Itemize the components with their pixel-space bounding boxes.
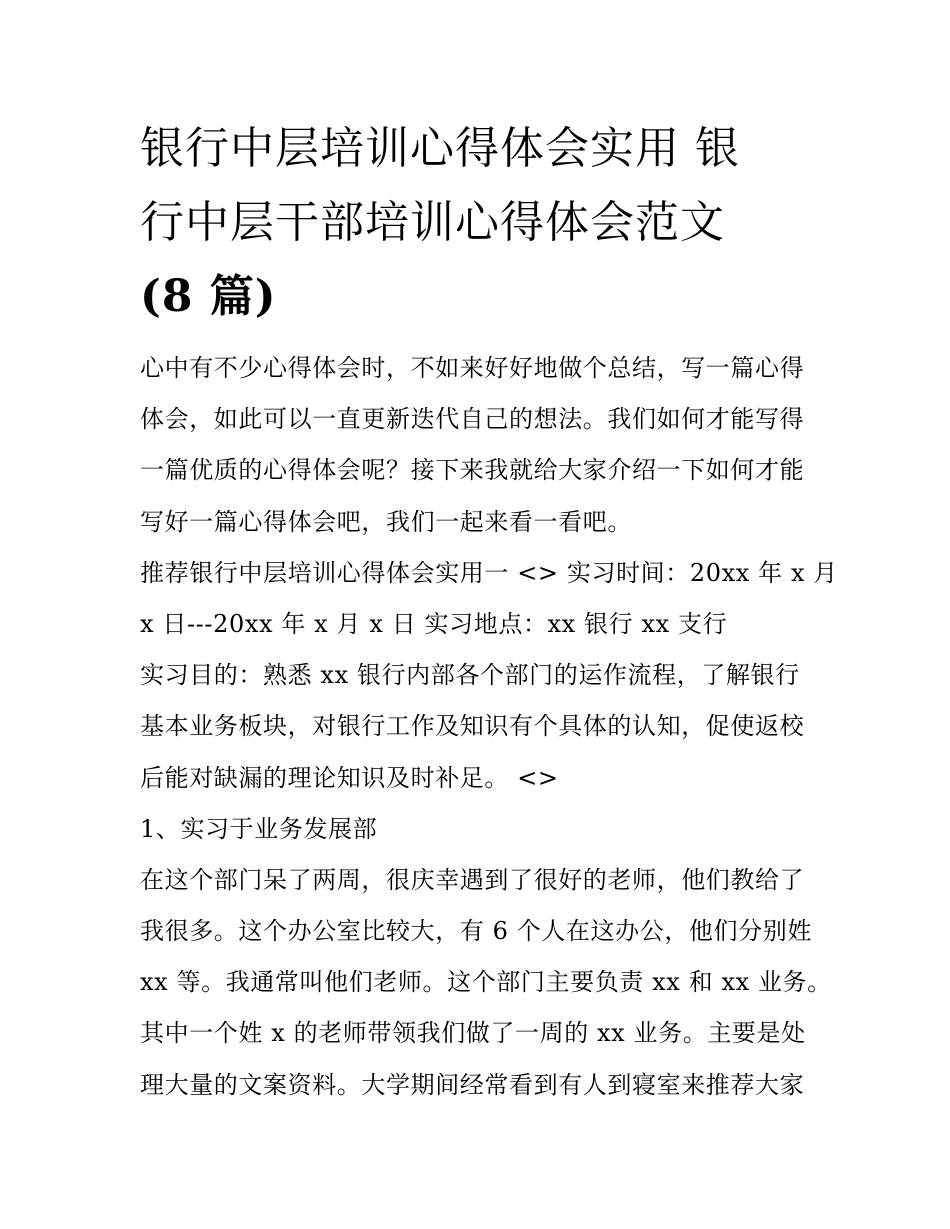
section-text-line: 其中一个姓 x 的老师带领我们做了一周的 xx 业务。主要是处 — [140, 1019, 806, 1048]
section-text-line: 我很多。这个办公室比较大，有 6 个人在这办公，他们分别姓 — [140, 917, 812, 946]
section-text-line: xx 等。我通常叫他们老师。这个部门主要负责 xx 和 xx 业务。 — [140, 968, 832, 997]
document-content — [140, 112, 838, 1111]
section-text-line: 理大量的文案资料。大学期间经常看到有人到寝室来推荐大家 — [140, 1070, 805, 1099]
intro-line: 心中有不少心得体会时，不如来好好地做个总结，写一篇心得 — [140, 354, 805, 382]
internship-goal-line: 实习目的：熟悉 xx 银行内部各个部门的运作流程，了解银行 — [140, 661, 800, 690]
title-line: 行中层干部培训心得体会范文 — [140, 197, 725, 248]
title-line: 银行中层培训心得体会实用 银 — [140, 123, 740, 174]
section-text-line: 在这个部门呆了两周，很庆幸遇到了很好的老师，他们教给了 — [140, 865, 805, 894]
internship-info-line: 推荐银行中层培训心得体会实用一 <> 实习时间：20xx 年 x 月 — [140, 558, 838, 587]
section-heading: 1、实习于业务发展部 — [140, 814, 378, 843]
document-body — [140, 343, 838, 1111]
intro-line: 体会，如此可以一直更新迭代自己的想法。我们如何才能写得 — [140, 405, 805, 434]
internship-goal-line: 基本业务板块，对银行工作及知识有个具体的认知，促使返校 — [140, 712, 805, 741]
title-line: (8 篇) — [140, 271, 277, 322]
internship-goal-line: 后能对缺漏的理论知识及时补足。 <> — [140, 763, 559, 792]
document-title — [140, 112, 820, 334]
intro-line: 写好一篇心得体会吧，我们一起来看一看吧。 — [140, 507, 632, 536]
internship-info-line: x 日---20xx 年 x 月 x 日 实习地点：xx 银行 xx 支行 — [140, 609, 728, 638]
intro-line: 一篇优质的心得体会呢？接下来我就给大家介绍一下如何才能 — [140, 456, 805, 485]
